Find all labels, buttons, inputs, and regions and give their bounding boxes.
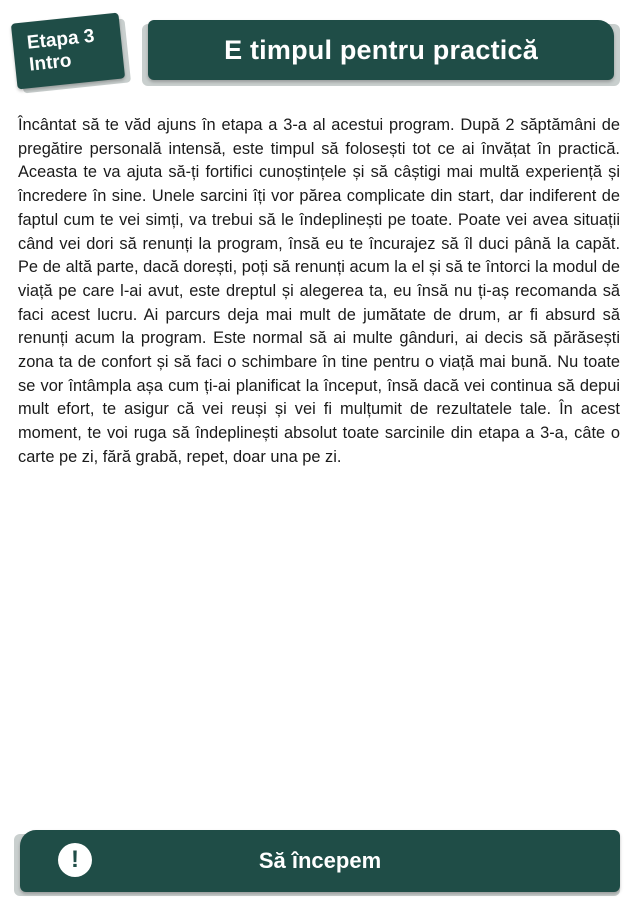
stage-number: Etapa 3 xyxy=(25,25,96,54)
stage-label xyxy=(26,23,120,76)
intro-paragraph: Încântat să te văd ajuns în etapa a 3-a al acestui program. După 2 săptămâni de pregătire personală intensă, este timpul să folosești tot ce ai învățat în practică. Aceasta te va ajuta să-ți fortifici cunoștințele și să câștigi mai multă experiență și încredere în sine. Unele sarcini îți vor părea complicate din start, dar indiferent de faptul cum te vei simți, va trebui să le îndeplinești pe toate. Poate vei avea situații când vei dori să renunți la program, însă eu te încurajez să îl duci până la capăt. Pe de altă parte, dacă dorești, poți să renunți acum la el și să te întorci la modul de viață pe care l-ai avut, este dreptul și alegerea ta, eu însă nu ți-aș recomanda să faci acest lucru. Ai parcurs deja mai mult de jumătate de drum, ar fi absurd să renunți acum la program. Este normal să ai multe gânduri, ai decis să părăsești zona ta de confort și să faci o schimbare în tine pentru o viață mai bună. Nu toate se vor întâmpla așa cum ți-ai planificat la început, însă dacă vei continua să depui mult efort, te asigur că vei reuși și vei fi mulțumit de rezultatele tale. În acest moment, te voi ruga să îndeplinești absolut toate sarcinile din etapa a 3-a, câte o carte pe zi, fără grabă, repet, doar una pe zi. xyxy=(18,116,620,466)
start-button-label: Să începem xyxy=(258,848,382,873)
title-bar-plate xyxy=(148,20,614,80)
stage-badge xyxy=(14,18,128,88)
start-button[interactable] xyxy=(20,830,620,892)
page-title: E timpul pentru practică xyxy=(224,34,538,65)
stage-section: Intro xyxy=(28,50,73,76)
title-bar xyxy=(148,20,620,84)
intro-text-block xyxy=(18,114,620,470)
exclamation-circle-icon[interactable]: ! xyxy=(58,843,92,877)
start-bar xyxy=(20,830,620,892)
